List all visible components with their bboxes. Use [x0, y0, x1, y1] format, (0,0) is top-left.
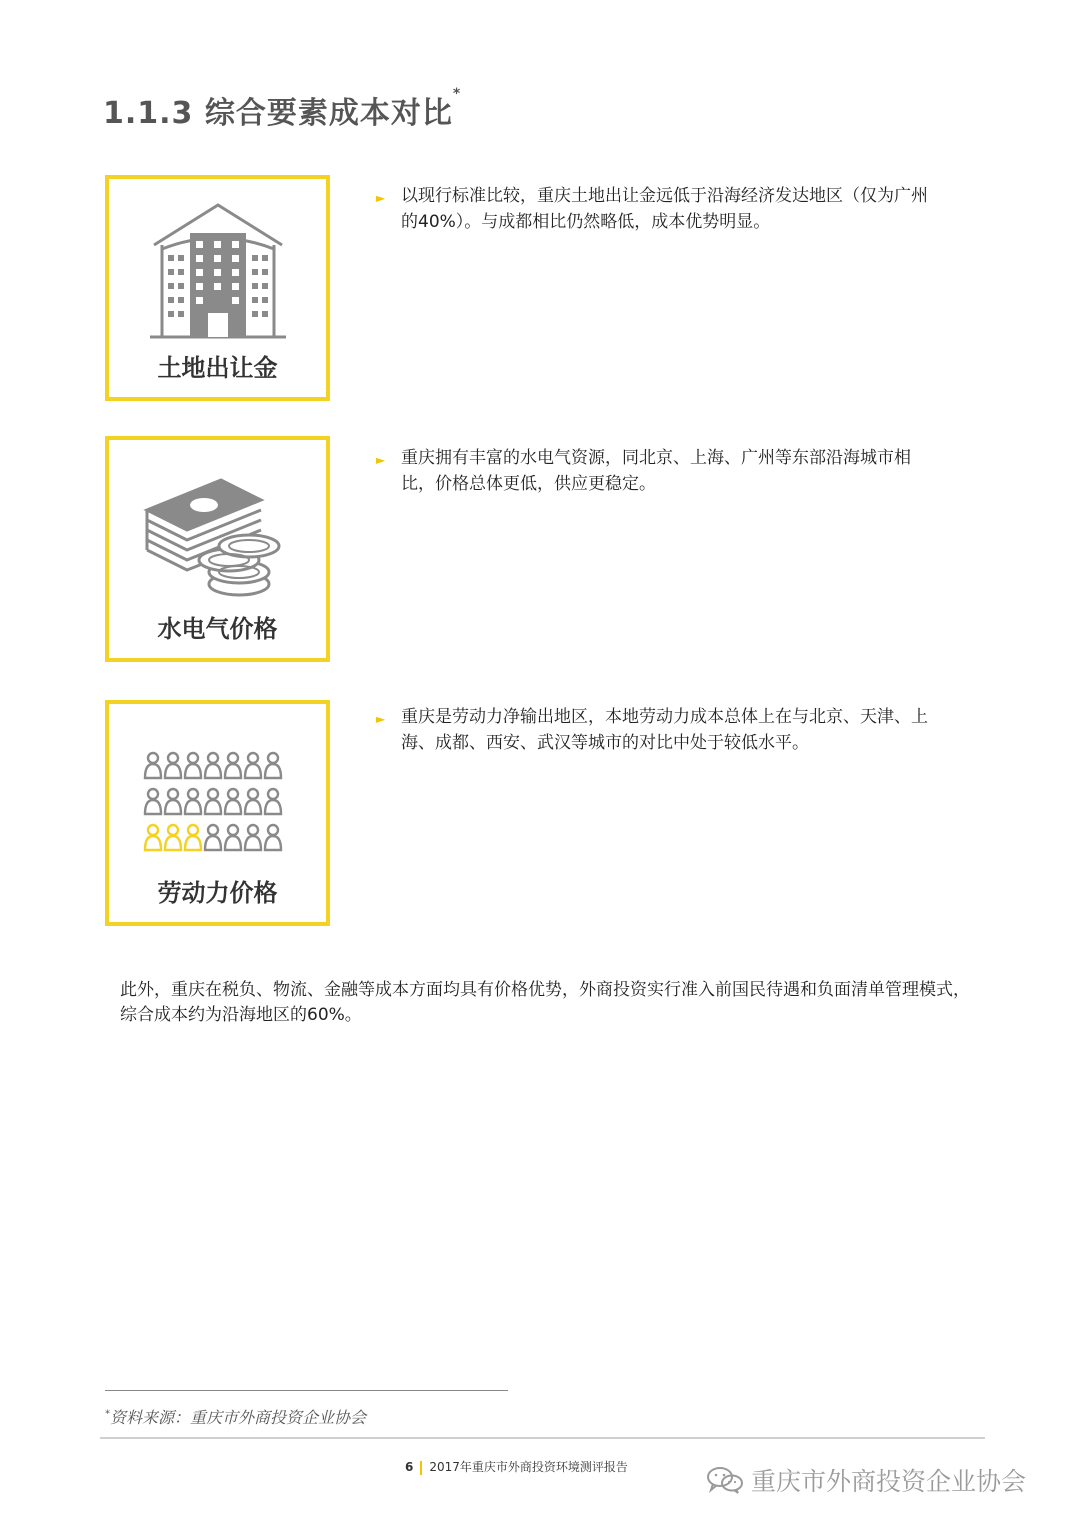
building-icon — [109, 197, 326, 351]
footnote: *资料来源：重庆市外商投资企业协会 — [105, 1408, 367, 1427]
bullet-land: ► 以现行标准比较，重庆土地出让金远低于沿海经济发达地区（仅为广州的40%）。与成都相比仍然略低，成本优势明显。 — [376, 186, 928, 232]
page-number: 6 — [405, 1460, 414, 1474]
footer-separator — [420, 1461, 422, 1475]
labor-card — [105, 700, 330, 926]
report-title: 2017年重庆市外商投资环境测评报告 — [429, 1460, 628, 1474]
bullet-utilities: ► 重庆拥有丰富的水电气资源，同北京、上海、广州等东部沿海城市相比，价格总体更低，供应更稳定。 — [376, 448, 911, 494]
summary-paragraph: 此外，重庆在税负、物流、金融等成本方面均具有价格优势，外商投资实行准入前国民待遇和负面清单管理模式，综合成本约为沿海地区的60%。 — [120, 980, 970, 1025]
bullet-arrow-icon: ► — [376, 712, 386, 726]
card-label: 劳动力价格 — [157, 879, 278, 907]
footnote-divider — [105, 1390, 508, 1391]
page-title: 1.1.3 综合要素成本对比* — [103, 86, 462, 131]
footer-divider — [100, 1437, 985, 1439]
bullet-arrow-icon: ► — [376, 191, 386, 205]
bullet-labor: ► 重庆是劳动力净输出地区，本地劳动力成本总体上在与北京、天津、上海、成都、西安、武汉等城市的对比中处于较低水平。 — [376, 707, 928, 753]
utilities-card — [105, 436, 330, 662]
card-label: 土地出让金 — [157, 354, 278, 382]
land-card — [105, 175, 330, 401]
bullet-arrow-icon: ► — [376, 453, 386, 467]
money-icon — [109, 474, 326, 603]
watermark: 重庆市外商投资企业协会 — [705, 1462, 1026, 1501]
page-footer — [405, 1458, 628, 1475]
wechat-icon — [705, 1465, 745, 1501]
people-icon — [109, 750, 326, 864]
card-label: 水电气价格 — [157, 615, 278, 643]
